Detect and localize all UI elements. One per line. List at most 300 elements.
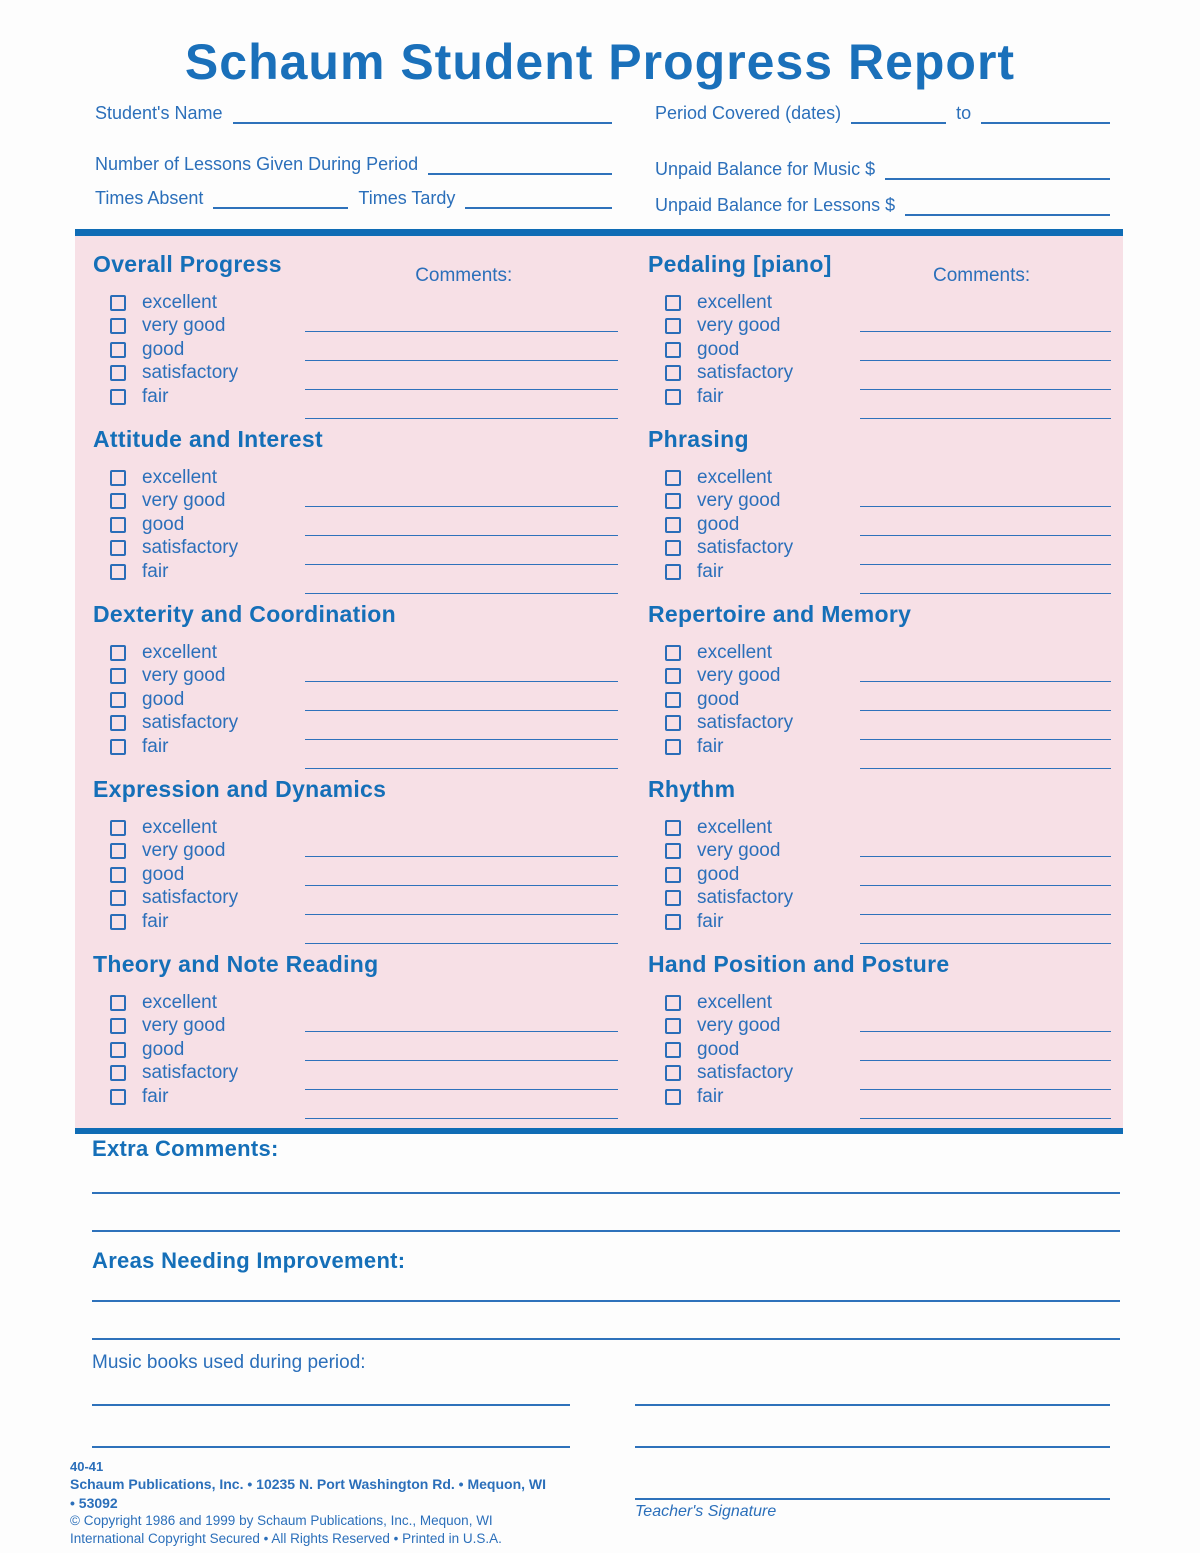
comment-line[interactable] [860, 1003, 1111, 1032]
comment-line[interactable] [860, 303, 1111, 332]
comment-lines [305, 291, 618, 419]
rating-option[interactable] [93, 315, 305, 339]
comment-line[interactable] [305, 361, 618, 390]
section-header [93, 601, 630, 629]
lessons-given-label: Number of Lessons Given During Period [95, 154, 419, 174]
comment-line[interactable] [305, 711, 618, 740]
rating-option-label: very good [697, 840, 781, 862]
period-covered-row [655, 102, 1110, 124]
comments-label: Comments: [933, 265, 1031, 286]
rating-section [630, 593, 1123, 768]
music-books-right-column [635, 1374, 1110, 1448]
checkbox-icon[interactable] [665, 715, 681, 731]
publisher-footer [70, 1458, 548, 1548]
comment-line[interactable] [860, 857, 1111, 886]
teacher-signature-label: Teacher's Signature [635, 1503, 777, 1520]
rating-option[interactable] [648, 887, 860, 911]
checkbox-icon[interactable] [665, 1089, 681, 1105]
rating-option-label: satisfactory [697, 362, 794, 384]
checkbox-icon[interactable] [665, 1018, 681, 1034]
rating-option-label: very good [142, 315, 226, 337]
comment-line[interactable] [305, 740, 618, 769]
section-title: Pedaling [piano] [648, 251, 832, 277]
checkbox-icon[interactable] [665, 389, 681, 405]
ratings-grid [75, 236, 1123, 1118]
checkbox-icon[interactable] [665, 668, 681, 684]
comment-line[interactable] [860, 565, 1111, 594]
section-title: Phrasing [648, 426, 749, 452]
unpaid-lessons-label: Unpaid Balance for Lessons $ [655, 195, 896, 215]
rating-option[interactable] [93, 863, 305, 887]
comment-lines [305, 816, 618, 944]
rating-option[interactable] [93, 362, 305, 386]
checkbox-icon[interactable] [110, 295, 126, 311]
rating-option[interactable] [93, 887, 305, 911]
checkbox-icon[interactable] [110, 365, 126, 381]
checkbox-icon[interactable] [110, 470, 126, 486]
rating-section [75, 243, 630, 418]
panel-bottom-bar [75, 1128, 1123, 1134]
rating-section [630, 943, 1123, 1118]
rating-checklist [93, 291, 305, 419]
music-books-left-column [92, 1374, 570, 1448]
checkbox-icon[interactable] [665, 517, 681, 533]
rating-option-label: good [142, 513, 185, 535]
checkbox-icon[interactable] [665, 540, 681, 556]
rating-option-label: very good [142, 840, 226, 862]
section-title: Expression and Dynamics [93, 776, 387, 802]
rating-option-label: satisfactory [142, 537, 239, 559]
unpaid-music-row [655, 158, 1110, 180]
rating-option-label: very good [697, 1015, 781, 1037]
checkbox-icon[interactable] [110, 564, 126, 580]
comment-line[interactable] [305, 303, 618, 332]
comment-lines [860, 816, 1111, 944]
section-body [648, 291, 1123, 419]
music-book-line[interactable] [92, 1404, 570, 1406]
section-body [648, 641, 1123, 769]
section-header [648, 251, 1123, 286]
rating-option[interactable] [93, 735, 305, 759]
checkbox-icon[interactable] [665, 470, 681, 486]
rating-option-label: fair [697, 560, 724, 582]
section-header [93, 251, 630, 286]
student-name-label: Student's Name [95, 103, 223, 123]
rating-option-label: good [697, 688, 740, 710]
copyright-line: © Copyright 1986 and 1999 by Schaum Publications, Inc., Mequon, WI [70, 1513, 493, 1529]
comment-line[interactable] [305, 828, 618, 857]
comment-line[interactable] [305, 1032, 618, 1061]
checkbox-icon[interactable] [665, 692, 681, 708]
rating-option[interactable] [93, 712, 305, 736]
checkbox-icon[interactable] [665, 890, 681, 906]
comment-line[interactable] [860, 361, 1111, 390]
rating-option[interactable] [93, 665, 305, 689]
rating-section [630, 418, 1123, 593]
music-books-columns [92, 1374, 1120, 1448]
period-to-label: to [956, 103, 972, 123]
rating-checklist [93, 816, 305, 944]
signature-block [635, 1458, 1110, 1548]
checkbox-icon[interactable] [665, 645, 681, 661]
section-header [93, 951, 630, 979]
comment-line[interactable] [860, 915, 1111, 944]
rating-option[interactable] [648, 735, 860, 759]
checkbox-icon[interactable] [665, 318, 681, 334]
rating-option-label: very good [697, 665, 781, 687]
comment-line[interactable] [305, 478, 618, 507]
comment-lines [305, 466, 618, 594]
rating-checklist [93, 466, 305, 594]
comment-line[interactable] [860, 390, 1111, 419]
rating-option[interactable] [648, 490, 860, 514]
rights-line: International Copyright Secured • All Rights Reserved • Printed in U.S.A. [70, 1530, 502, 1546]
rating-option[interactable] [93, 466, 305, 490]
checkbox-icon[interactable] [665, 342, 681, 358]
comment-lines [860, 991, 1111, 1119]
unpaid-lessons-row [655, 194, 1110, 216]
section-header [648, 951, 1123, 979]
times-absent-label: Times Absent [95, 188, 204, 208]
rating-option[interactable] [648, 816, 860, 840]
checkbox-icon[interactable] [110, 1089, 126, 1105]
period-to-field[interactable] [981, 102, 1110, 124]
rating-option[interactable] [93, 537, 305, 561]
rating-option-label: very good [142, 490, 226, 512]
rating-option[interactable] [648, 1062, 860, 1086]
section-body [93, 291, 630, 419]
comment-line[interactable] [860, 478, 1111, 507]
page-title: Schaum Student Progress Report [184, 34, 1016, 90]
checkbox-icon[interactable] [110, 843, 126, 859]
comment-lines [305, 641, 618, 769]
comment-line[interactable] [860, 1032, 1111, 1061]
rating-option-label: satisfactory [697, 1062, 794, 1084]
rating-option-label: fair [697, 385, 724, 407]
section-body [93, 641, 630, 769]
section-title: Hand Position and Posture [648, 951, 950, 977]
rating-option-label: fair [142, 560, 169, 582]
rating-option-label: fair [142, 910, 169, 932]
rating-checklist [93, 991, 305, 1119]
comment-line[interactable] [305, 682, 618, 711]
rating-option-label: good [142, 863, 185, 885]
rating-option[interactable] [93, 513, 305, 537]
rating-section [75, 418, 630, 593]
lessons-given-row [95, 153, 612, 175]
checkbox-icon[interactable] [110, 1018, 126, 1034]
rating-option-label: satisfactory [142, 712, 239, 734]
section-body [93, 816, 630, 944]
rating-option[interactable] [93, 641, 305, 665]
comment-lines [860, 641, 1111, 769]
comment-line[interactable] [305, 886, 618, 915]
checkbox-icon[interactable] [110, 517, 126, 533]
rating-option-label: satisfactory [697, 712, 794, 734]
rating-option-label: fair [697, 1085, 724, 1107]
comment-line[interactable] [860, 332, 1111, 361]
times-absent-field[interactable] [213, 187, 348, 209]
form-number: 40-41 [70, 1459, 104, 1474]
comment-line[interactable] [305, 653, 618, 682]
rating-option-label: satisfactory [697, 537, 794, 559]
section-header [93, 426, 630, 454]
rating-option[interactable] [648, 560, 860, 584]
section-title: Overall Progress [93, 251, 282, 277]
checkbox-icon[interactable] [665, 867, 681, 883]
rating-option-label: satisfactory [697, 887, 794, 909]
rating-option[interactable] [648, 362, 860, 386]
unpaid-music-label: Unpaid Balance for Music $ [655, 159, 876, 179]
rating-option-label: excellent [142, 991, 217, 1013]
music-book-line[interactable] [635, 1446, 1110, 1448]
extra-comments-line[interactable] [92, 1230, 1120, 1232]
rating-option-label: satisfactory [142, 1062, 239, 1084]
checkbox-icon[interactable] [110, 540, 126, 556]
section-title: Rhythm [648, 776, 736, 802]
checkbox-icon[interactable] [665, 564, 681, 580]
comment-line[interactable] [305, 507, 618, 536]
rating-checklist [648, 466, 860, 594]
checkbox-icon[interactable] [110, 668, 126, 684]
checkbox-icon[interactable] [110, 739, 126, 755]
checkbox-icon[interactable] [110, 493, 126, 509]
rating-option[interactable] [93, 338, 305, 362]
checkbox-icon[interactable] [110, 389, 126, 405]
rating-checklist [648, 641, 860, 769]
footer-row [70, 1458, 1120, 1548]
checkbox-icon[interactable] [665, 493, 681, 509]
rating-section [75, 768, 630, 943]
comment-line[interactable] [860, 1090, 1111, 1119]
checkbox-icon[interactable] [110, 342, 126, 358]
rating-option[interactable] [93, 291, 305, 315]
rating-option-label: excellent [142, 816, 217, 838]
areas-improvement-line[interactable] [92, 1338, 1120, 1340]
rating-option[interactable] [93, 560, 305, 584]
rating-option[interactable] [648, 665, 860, 689]
rating-option-label: very good [142, 1015, 226, 1037]
rating-option-label: fair [697, 735, 724, 757]
comment-line[interactable] [305, 1090, 618, 1119]
rating-option-label: satisfactory [142, 887, 239, 909]
rating-option[interactable] [648, 338, 860, 362]
rating-option[interactable] [648, 641, 860, 665]
rating-option-label: good [142, 1038, 185, 1060]
rating-checklist [648, 291, 860, 419]
checkbox-icon[interactable] [110, 995, 126, 1011]
rating-option-label: good [697, 863, 740, 885]
period-covered-label: Period Covered (dates) [655, 103, 842, 123]
student-name-field[interactable] [233, 102, 612, 124]
rating-option[interactable] [93, 385, 305, 409]
rating-section [630, 243, 1123, 418]
rating-option-label: good [697, 513, 740, 535]
rating-section [75, 943, 630, 1118]
rating-option[interactable] [93, 840, 305, 864]
comment-line[interactable] [305, 332, 618, 361]
checkbox-icon[interactable] [665, 295, 681, 311]
unpaid-music-field[interactable] [885, 158, 1110, 180]
ratings-panel [75, 229, 1123, 1128]
comment-line[interactable] [860, 507, 1111, 536]
period-from-field[interactable] [851, 102, 946, 124]
rating-option[interactable] [648, 466, 860, 490]
rating-option-label: excellent [142, 641, 217, 663]
rating-option-label: good [697, 338, 740, 360]
rating-option[interactable] [93, 816, 305, 840]
checkbox-icon[interactable] [665, 820, 681, 836]
rating-option-label: excellent [697, 466, 772, 488]
comment-line[interactable] [305, 536, 618, 565]
rating-option-label: good [697, 1038, 740, 1060]
comment-line[interactable] [860, 828, 1111, 857]
section-body [648, 816, 1123, 944]
section-body [93, 466, 630, 594]
checkbox-icon[interactable] [110, 820, 126, 836]
rating-option[interactable] [648, 1038, 860, 1062]
section-body [648, 991, 1123, 1119]
checkbox-icon[interactable] [110, 645, 126, 661]
areas-improvement-heading: Areas Needing Improvement: [92, 1248, 406, 1273]
checkbox-icon[interactable] [665, 843, 681, 859]
publisher-line: Schaum Publications, Inc. • 10235 N. Port Washington Rd. • Mequon, WI • 53092 [70, 1476, 546, 1511]
extra-comments-heading: Extra Comments: [92, 1136, 279, 1161]
teacher-signature-line[interactable] [635, 1498, 1110, 1500]
checkbox-icon[interactable] [665, 739, 681, 755]
checkbox-icon[interactable] [665, 1042, 681, 1058]
times-tardy-label: Times Tardy [358, 188, 456, 208]
section-body [93, 991, 630, 1119]
comment-line[interactable] [305, 1003, 618, 1032]
comment-lines [305, 991, 618, 1119]
rating-option-label: satisfactory [142, 362, 239, 384]
rating-checklist [93, 641, 305, 769]
section-title: Repertoire and Memory [648, 601, 912, 627]
rating-option[interactable] [648, 910, 860, 934]
rating-option[interactable] [648, 1085, 860, 1109]
comment-lines [860, 466, 1111, 594]
unpaid-lessons-field[interactable] [905, 194, 1110, 216]
rating-checklist [648, 991, 860, 1119]
section-title: Dexterity and Coordination [93, 601, 396, 627]
comment-line[interactable] [305, 565, 618, 594]
comment-line[interactable] [305, 1061, 618, 1090]
section-body [648, 466, 1123, 594]
times-tardy-field[interactable] [465, 187, 612, 209]
section-header [648, 776, 1123, 804]
comment-line[interactable] [860, 886, 1111, 915]
rating-option-label: excellent [697, 641, 772, 663]
rating-option[interactable] [93, 910, 305, 934]
checkbox-icon[interactable] [665, 365, 681, 381]
attendance-row [95, 187, 612, 209]
rating-section [630, 768, 1123, 943]
comment-line[interactable] [860, 711, 1111, 740]
rating-option-label: fair [142, 385, 169, 407]
bottom-area [70, 1136, 1120, 1548]
rating-option-label: excellent [697, 291, 772, 313]
checkbox-icon[interactable] [110, 890, 126, 906]
section-title: Theory and Note Reading [93, 951, 379, 977]
rating-checklist [648, 816, 860, 944]
music-book-line[interactable] [92, 1446, 570, 1448]
checkbox-icon[interactable] [110, 867, 126, 883]
rating-option[interactable] [648, 537, 860, 561]
rating-option[interactable] [648, 840, 860, 864]
comment-line[interactable] [305, 390, 618, 419]
rating-option-label: fair [142, 735, 169, 757]
music-books-label: Music books used during period: [92, 1352, 366, 1373]
comment-line[interactable] [860, 740, 1111, 769]
rating-option-label: excellent [142, 466, 217, 488]
checkbox-icon[interactable] [665, 914, 681, 930]
rating-option[interactable] [648, 513, 860, 537]
checkbox-icon[interactable] [110, 914, 126, 930]
comment-line[interactable] [860, 653, 1111, 682]
comment-lines [860, 291, 1111, 419]
rating-option-label: very good [142, 665, 226, 687]
section-header [648, 601, 1123, 629]
comment-line[interactable] [305, 915, 618, 944]
rating-option-label: excellent [142, 291, 217, 313]
music-book-line[interactable] [635, 1404, 1110, 1406]
rating-option-label: excellent [697, 816, 772, 838]
section-header [93, 776, 630, 804]
rating-option-label: good [142, 338, 185, 360]
section-header [648, 426, 1123, 454]
rating-option[interactable] [93, 1085, 305, 1109]
comment-line[interactable] [860, 536, 1111, 565]
rating-option[interactable] [648, 688, 860, 712]
checkbox-icon[interactable] [110, 1065, 126, 1081]
checkbox-icon[interactable] [110, 1042, 126, 1058]
areas-improvement-line[interactable] [92, 1300, 1120, 1302]
rating-option[interactable] [648, 991, 860, 1015]
rating-option[interactable] [648, 315, 860, 339]
rating-option-label: fair [697, 910, 724, 932]
rating-option[interactable] [93, 1062, 305, 1086]
extra-comments-line[interactable] [92, 1192, 1120, 1194]
rating-option[interactable] [93, 991, 305, 1015]
rating-option-label: excellent [697, 991, 772, 1013]
comment-line[interactable] [860, 682, 1111, 711]
rating-option-label: fair [142, 1085, 169, 1107]
rating-option[interactable] [93, 1038, 305, 1062]
rating-option-label: very good [697, 315, 781, 337]
rating-option[interactable] [93, 688, 305, 712]
checkbox-icon[interactable] [665, 995, 681, 1011]
checkbox-icon[interactable] [110, 715, 126, 731]
rating-option[interactable] [648, 385, 860, 409]
rating-option-label: very good [697, 490, 781, 512]
rating-option[interactable] [648, 712, 860, 736]
comment-line[interactable] [305, 857, 618, 886]
checkbox-icon[interactable] [110, 318, 126, 334]
comments-label: Comments: [415, 265, 513, 286]
section-title: Attitude and Interest [93, 426, 323, 452]
rating-section [75, 593, 630, 768]
comment-line[interactable] [860, 1061, 1111, 1090]
rating-option[interactable] [93, 490, 305, 514]
checkbox-icon[interactable] [110, 692, 126, 708]
checkbox-icon[interactable] [665, 1065, 681, 1081]
lessons-given-field[interactable] [428, 153, 612, 175]
rating-option[interactable] [93, 1015, 305, 1039]
rating-option[interactable] [648, 291, 860, 315]
rating-option[interactable] [648, 863, 860, 887]
rating-option[interactable] [648, 1015, 860, 1039]
